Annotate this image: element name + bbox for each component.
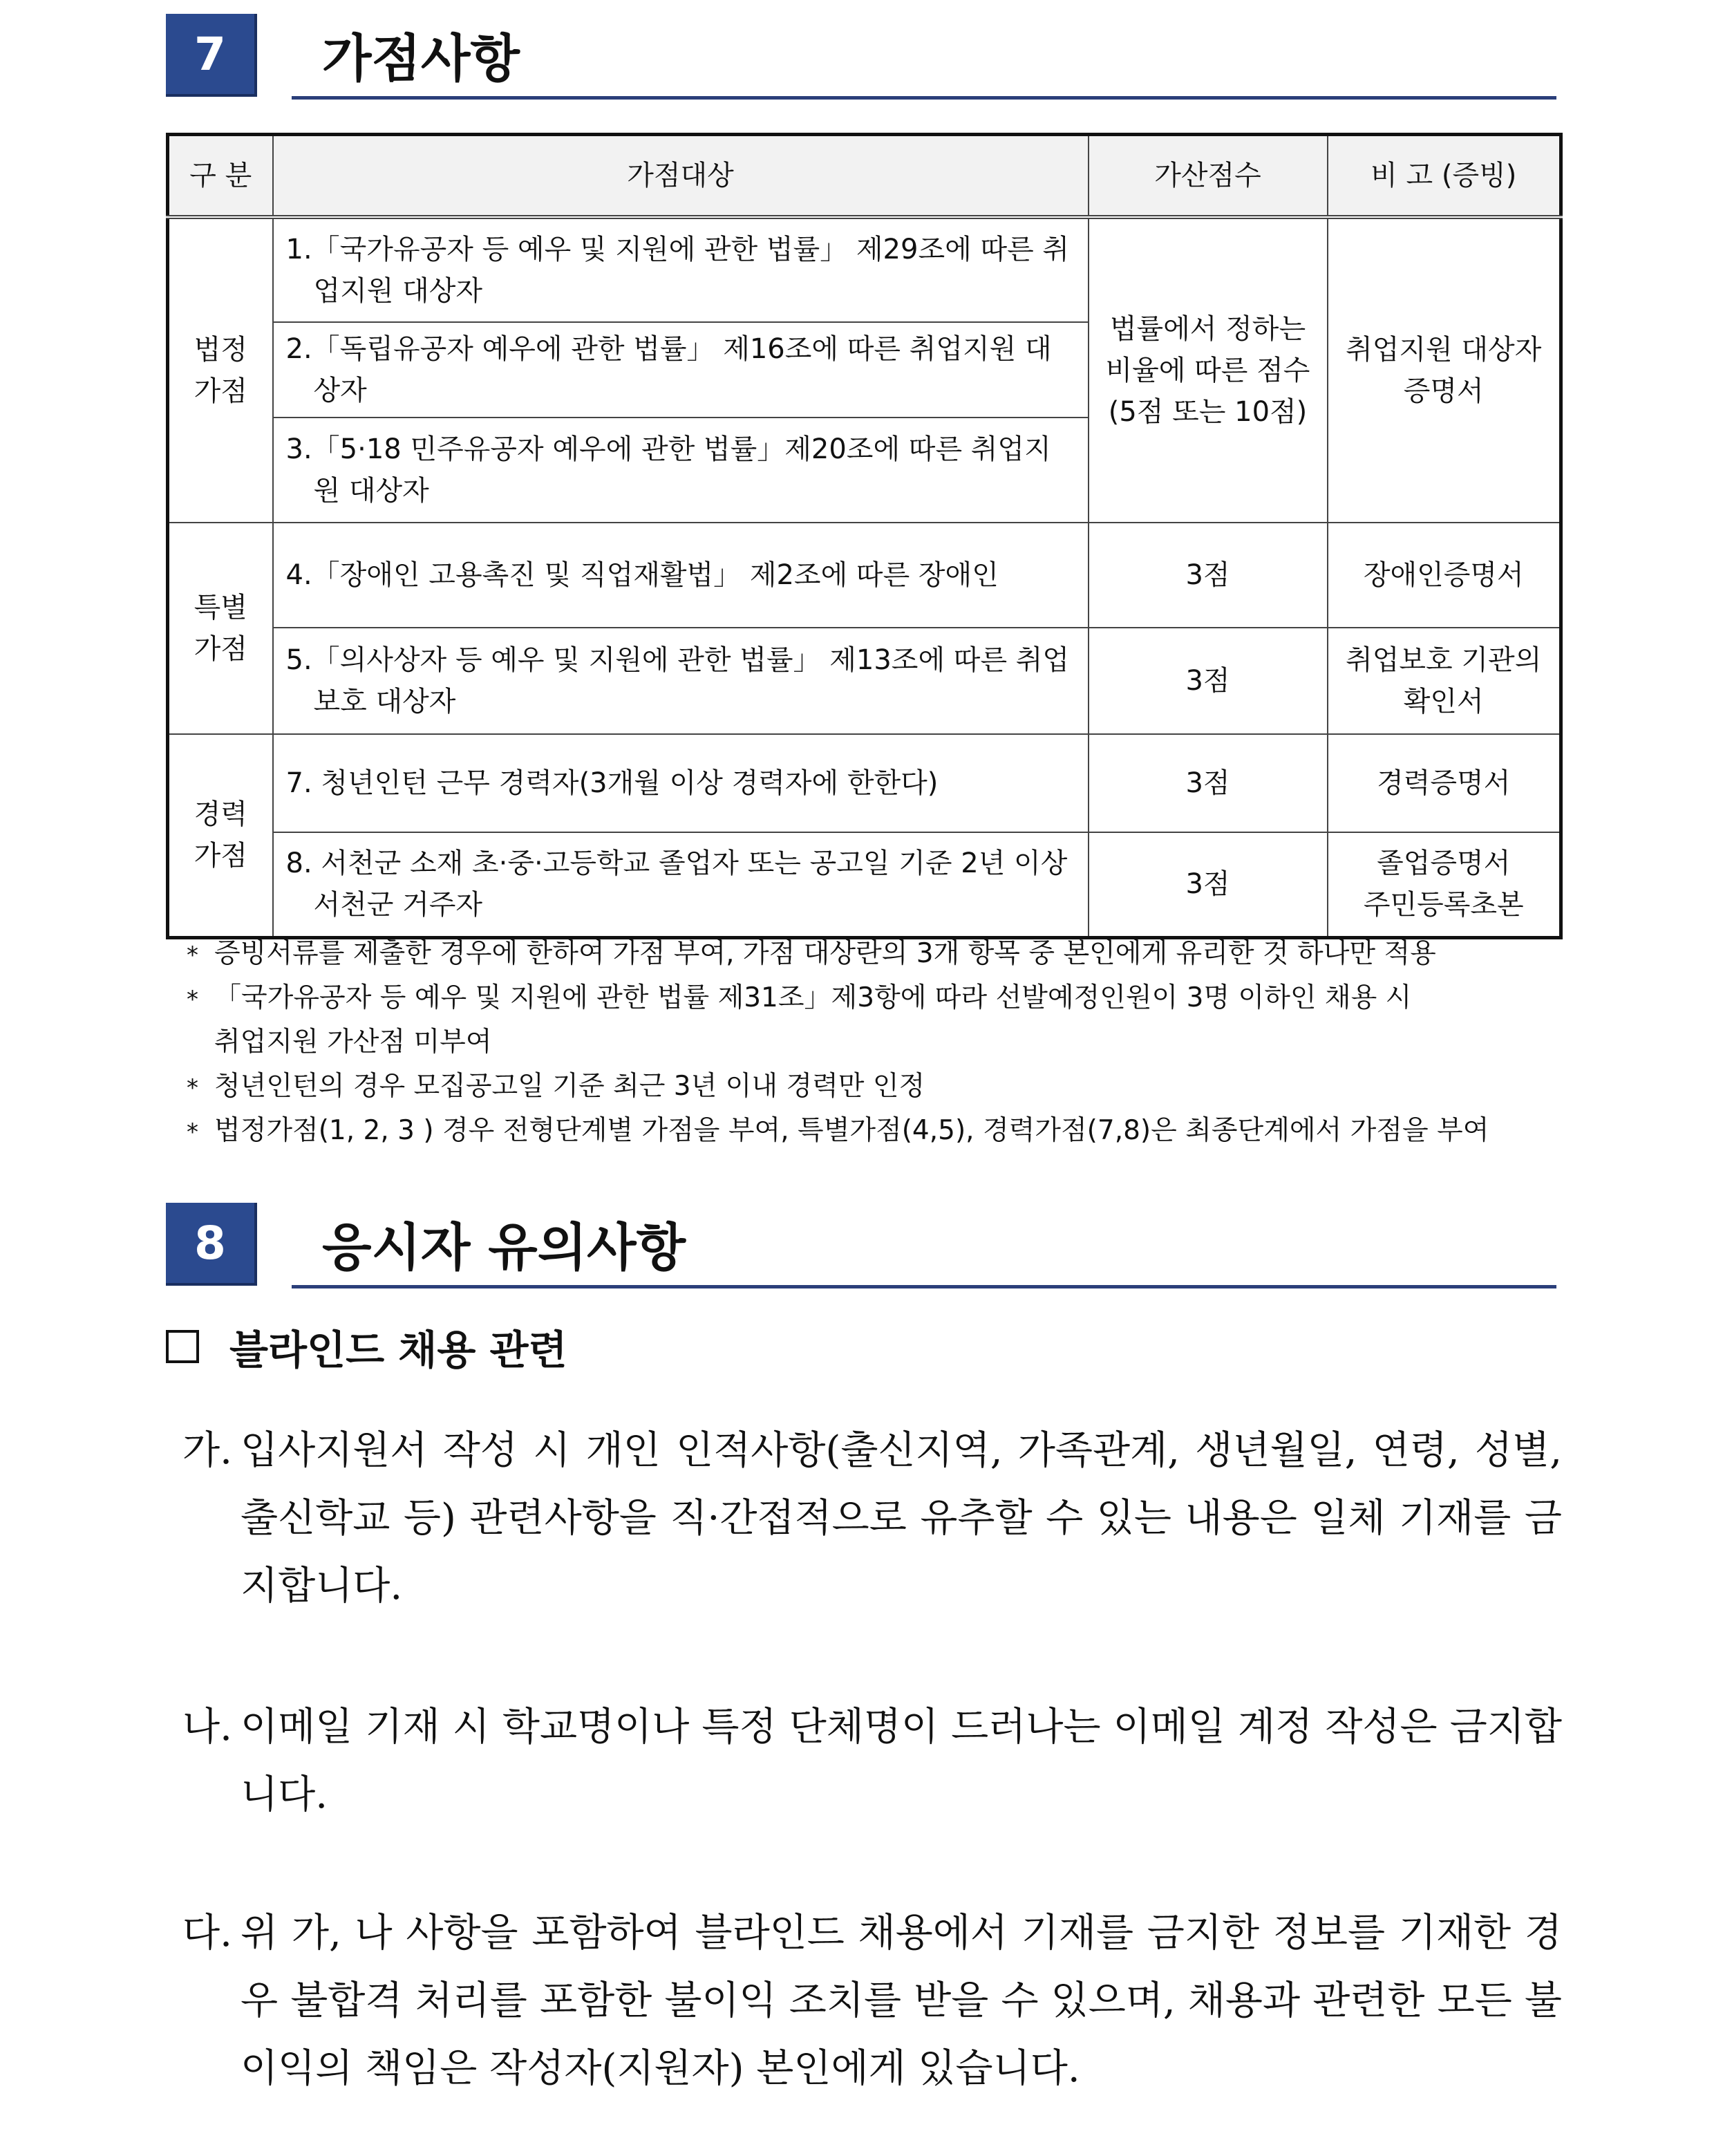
section-rule [292,96,1556,100]
section-rule [292,1285,1556,1288]
category-legal: 법정 가점 [168,217,273,523]
bonus-points-table [166,133,1563,939]
paragraph-ga [182,1417,1562,1620]
note-item-continued: 취업지원 가산점 미부여 [214,1027,492,1058]
score-cell: 3점 [1089,523,1328,628]
proof-cell: 졸업증명서 주민등록초본 [1328,832,1561,937]
section-title: 가점사항 [322,29,520,88]
table-header-row [168,135,1561,218]
header-proof: 비 고 (증빙) [1328,135,1561,218]
table-row [168,734,1561,832]
section-number: 7 [166,14,257,97]
note-marker: * [187,1118,198,1146]
item-text: 1.「국가유공자 등 예우 및 지원에 관한 법률」 제29조에 따른 취업지원 대상자 [285,234,1070,307]
table-row [168,628,1561,734]
subheading-blind-hiring [166,1318,567,1376]
header-category: 구 분 [168,135,273,218]
note-item: * 증빙서류를 제출한 경우에 한하여 가점 부여, 가점 대상란의 3개 항목 중 본인에게 유리한 것 하나만 적용 [187,932,1562,976]
table-row [168,523,1561,628]
item-text: 7. 청년인턴 근무 경력자(3개월 이상 경력자에 한한다) [285,767,939,799]
note-marker: * [187,941,198,969]
item-text: 2.「독립유공자 예우에 관한 법률」 제16조에 따른 취업지원 대상자 [285,333,1052,406]
table-row [168,832,1561,937]
table-notes [187,932,1562,1153]
checkbox-square-icon [166,1330,199,1363]
header-score: 가산점수 [1089,135,1328,218]
paragraph-text: 이메일 기재 시 학교명이나 특정 단체명이 드러나는 이메일 계정 작성은 금지합니다. [241,1705,1562,1817]
item-text: 3.「5·18 민주유공자 예우에 관한 법률」제20조에 따른 취업지원 대상자 [285,433,1051,507]
score-cell: 3점 [1089,734,1328,832]
table-row [168,217,1561,322]
note-item: * 「국가유공자 등 예우 및 지원에 관한 법률 제31조」제3항에 따라 선발예정인원이 3명 이하인 채용 시 [187,976,1562,1020]
legal-proof: 취업지원 대상자 증명서 [1328,217,1561,523]
subheading-text: 블라인드 채용 관련 [229,1327,567,1374]
legal-score: 법률에서 정하는 비율에 따른 점수 (5점 또는 10점) [1089,217,1328,523]
paragraph-text: 위 가, 나 사항을 포함하여 블라인드 채용에서 기재를 금지한 정보를 기재한 경우 불합격 처리를 포함한 불이익 조치를 받을 수 있으며, 채용과 관련한 모든 불이익의 책임은 작성자(지원자) 본인에게 있습니다. [241,1911,1562,2091]
note-item: * 법정가점(1, 2, 3 ) 경우 전형단계별 가점을 부여, 특별가점(4,5), 경력가점(7,8)은 최종단계에서 가점을 부여 [187,1109,1562,1153]
paragraph-na [182,1694,1562,1829]
section-number: 8 [166,1203,257,1286]
score-cell: 3점 [1089,628,1328,734]
note-marker: * [187,1074,198,1102]
item-text: 4.「장애인 고용촉진 및 직업재활법」 제2조에 따른 장애인 [285,559,999,591]
section-8-heading [166,1203,1556,1288]
category-special: 특별 가점 [168,523,273,734]
paragraph-label: 나. [182,1705,232,1750]
header-target: 가점대상 [273,135,1089,218]
paragraph-text: 입사지원서 작성 시 개인 인적사항(출신지역, 가족관계, 생년월일, 연령, 성별, 출신학교 등) 관련사항을 직·간접적으로 유추할 수 있는 내용은 일체 기재를 금지합니다. [241,1428,1562,1609]
item-text: 5.「의사상자 등 예우 및 지원에 관한 법률」 제13조에 따른 취업보호 대상자 [285,644,1070,718]
proof-cell: 경력증명서 [1328,734,1561,832]
item-text: 8. 서천군 소재 초·중·고등학교 졸업자 또는 공고일 기준 2년 이상 서천군 거주자 [285,847,1068,921]
category-career: 경력 가점 [168,734,273,937]
note-item: * 청년인턴의 경우 모집공고일 기준 최근 3년 이내 경력만 인정 [187,1065,1562,1109]
paragraph-label: 다. [182,1911,232,1956]
section-title: 응시자 유의사항 [322,1218,686,1277]
section-7-heading [166,14,1556,100]
note-marker: * [187,986,198,1013]
proof-cell: 취업보호 기관의 확인서 [1328,628,1561,734]
paragraph-label: 가. [182,1428,232,1473]
paragraph-da [182,1900,1562,2103]
score-cell: 3점 [1089,832,1328,937]
proof-cell: 장애인증명서 [1328,523,1561,628]
